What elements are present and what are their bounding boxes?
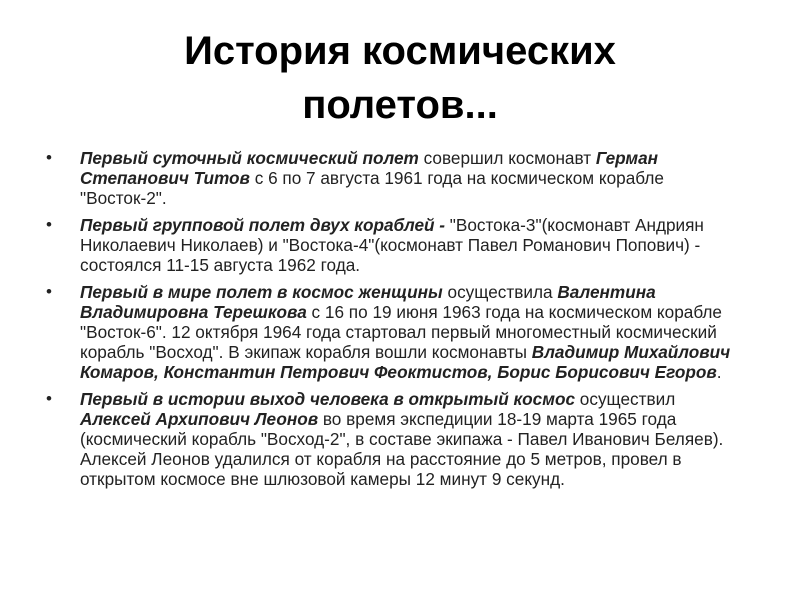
bullet-text: осуществила [442, 282, 558, 302]
bullet-text: совершил космонавт [418, 148, 596, 168]
bullet-text: с 16 по 19 июня 1963 года на космическом корабле "Восток-6". 12 октября 1964 года стартовал первый многоместный космический корабль "Восход". В экипаж корабля вошли космонавты [80, 302, 722, 362]
bullet-person-name: Герман Степанович Титов [80, 148, 659, 188]
page-title [60, 24, 740, 132]
bullet-marker: • [46, 389, 52, 408]
bullet-item-titov [46, 148, 746, 208]
bullet-heading: Первый групповой полет двух кораблей - [80, 215, 445, 235]
bullet-person-name: Алексей Архипович Леонов [80, 409, 319, 429]
bullet-heading: Первый в мире полет в космос женщины [80, 282, 443, 302]
bullet-marker: • [46, 215, 52, 234]
bullet-text: "Востока-3"(космонавт Андриян Николаевич Николаев) и "Востока-4"(космонавт Павел Романович Попович) - состоялся 11-15 августа 1962 года. [80, 215, 704, 275]
bullet-heading: Первый суточный космический полет [80, 148, 419, 168]
bullet-person-names: Владимир Михайлович Комаров, Константин Петрович Феоктистов, Борис Борисович Егоров [80, 342, 731, 382]
page-title-line-1: История космических [184, 29, 616, 73]
bullet-text: во время экспедиции 18-19 марта 1965 года (космический корабль "Восход-2", в составе экипажа - Павел Иванович Беляев). Алексей Леонов удалился от корабля на расстояние до 5 метров, провел в открытом космосе вне шлюзовой камеры 12 минут 9 секунд. [80, 409, 724, 489]
bullet-item-group-flight [46, 215, 746, 275]
bullet-item-tereshkova [46, 282, 746, 382]
bullet-heading: Первый в истории выход человека в открытый космос [80, 389, 576, 409]
page-title-line-2: полетов... [302, 83, 498, 127]
bullet-text: . [716, 362, 722, 382]
bullet-list [46, 148, 746, 496]
bullet-item-leonov [46, 389, 746, 489]
bullet-marker: • [46, 282, 52, 301]
bullet-marker: • [46, 148, 52, 167]
bullet-text: осуществил [575, 389, 676, 409]
bullet-person-name: Валентина Владимировна Терешкова [80, 282, 656, 322]
bullet-text: с 6 по 7 августа 1961 года на космическом корабле "Восток-2". [80, 168, 664, 208]
